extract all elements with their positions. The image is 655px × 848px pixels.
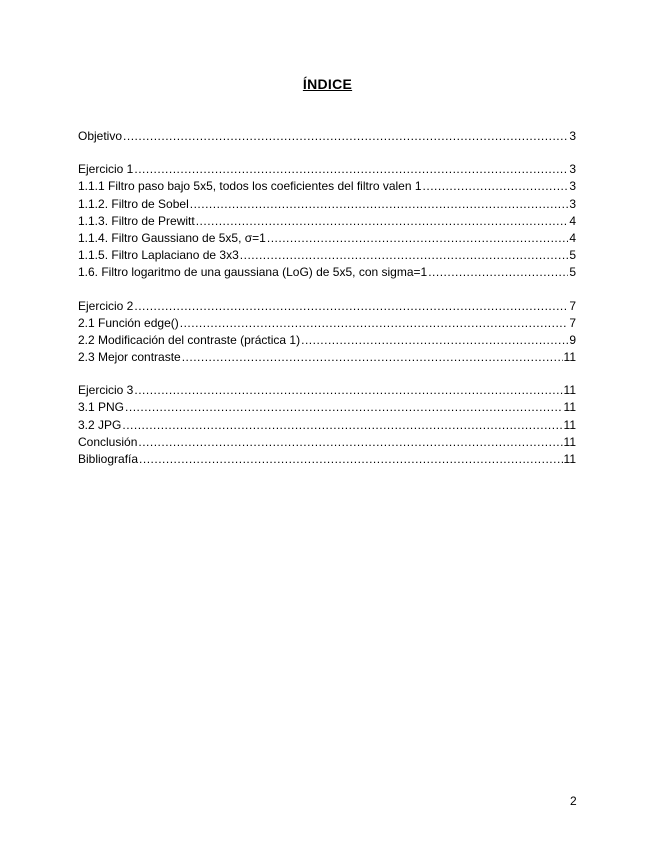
toc-entry[interactable] [78, 451, 576, 468]
toc-entry-page: 4 [569, 213, 576, 228]
toc-entry-page: 7 [569, 298, 576, 313]
toc-entry-page: 3 [569, 129, 576, 143]
toc-entry-label: 2.3 Mejor contraste [78, 350, 181, 365]
toc-leader [134, 161, 568, 178]
toc-entry-page: 11 [563, 434, 576, 449]
page-number: 2 [570, 794, 577, 808]
toc-entry-label: 1.1.2. Filtro de Sobel [78, 196, 189, 211]
toc-entry[interactable] [78, 161, 576, 178]
toc-group [78, 161, 576, 281]
toc-entry-label: Ejercicio 1 [78, 162, 134, 177]
toc-leader [428, 264, 568, 281]
toc-entry[interactable] [78, 264, 576, 281]
toc-entry-label: 3.1 PNG [78, 400, 125, 415]
toc-group [78, 128, 576, 145]
toc-leader [138, 434, 562, 451]
toc-entry[interactable] [78, 417, 576, 434]
toc-entry-label: 1.1.3. Filtro de Prewitt [78, 213, 195, 228]
toc-entry[interactable] [78, 434, 576, 451]
toc-entry[interactable] [78, 196, 576, 213]
toc-entry-page: 4 [569, 230, 576, 245]
toc-leader [240, 247, 569, 264]
toc-entry-label: 3.2 JPG [78, 417, 122, 432]
toc-group [78, 298, 576, 367]
toc-leader [139, 451, 562, 468]
toc-entry-label: Objetivo [78, 129, 123, 143]
toc-leader [196, 213, 569, 230]
toc-entry-page: 11 [563, 417, 576, 432]
toc-leader [125, 399, 563, 416]
page-title: ÍNDICE [302, 76, 353, 92]
toc-leader [301, 332, 568, 349]
toc-entry[interactable] [78, 128, 576, 145]
toc-entry[interactable] [78, 298, 576, 315]
toc-entry[interactable] [78, 230, 576, 247]
toc-entry-page: 11 [563, 383, 576, 398]
toc-leader [190, 196, 569, 213]
toc-group [78, 382, 576, 468]
toc-entry[interactable] [78, 399, 576, 416]
toc-entry-page: 9 [569, 332, 576, 347]
toc-leader [123, 128, 568, 145]
toc-entry-page: 11 [563, 350, 576, 365]
toc-entry[interactable] [78, 349, 576, 366]
toc-leader [182, 349, 563, 366]
toc-entry-page: 5 [569, 248, 576, 263]
toc-entry-label: 2.2 Modificación del contraste (práctica 1) [78, 332, 301, 347]
toc-entry[interactable] [78, 213, 576, 230]
toc-entry-page: 11 [563, 400, 576, 415]
toc-entry-label: 1.1.4. Filtro Gaussiano de 5x5, σ=1 [78, 230, 266, 245]
toc-leader [267, 230, 568, 247]
toc-entry-page: 3 [569, 196, 576, 211]
toc-entry-page: 3 [569, 179, 576, 194]
toc-entry-page: 11 [563, 452, 576, 466]
toc-entry-label: Ejercicio 3 [78, 383, 134, 398]
toc-entry[interactable] [78, 247, 576, 264]
toc-entry-label: 1.1.1 Filtro paso bajo 5x5, todos los coeficientes del filtro valen 1 [78, 179, 422, 194]
toc-entry-label: Ejercicio 2 [78, 298, 134, 313]
toc-entry-page: 7 [569, 315, 576, 330]
toc-leader [180, 315, 569, 332]
toc-entry-page: 3 [569, 162, 576, 177]
toc-entry[interactable] [78, 332, 576, 349]
toc-entry[interactable] [78, 178, 576, 195]
toc-entry-label: Conclusión [78, 434, 138, 449]
toc-entry[interactable] [78, 382, 576, 399]
toc-entry-label: 2.1 Función edge() [78, 315, 179, 330]
toc-entry-label: 1.1.5. Filtro Laplaciano de 3x3 [78, 248, 239, 263]
toc-entry-label: Bibliografía [78, 452, 139, 466]
toc-leader [134, 298, 568, 315]
table-of-contents [78, 128, 576, 484]
toc-entry[interactable] [78, 315, 576, 332]
toc-leader [122, 417, 562, 434]
toc-leader [423, 178, 569, 195]
toc-entry-page: 5 [569, 265, 576, 280]
toc-entry-label: 1.6. Filtro logaritmo de una gaussiana (LoG) de 5x5, con sigma=1 [78, 265, 428, 280]
toc-leader [134, 382, 562, 399]
